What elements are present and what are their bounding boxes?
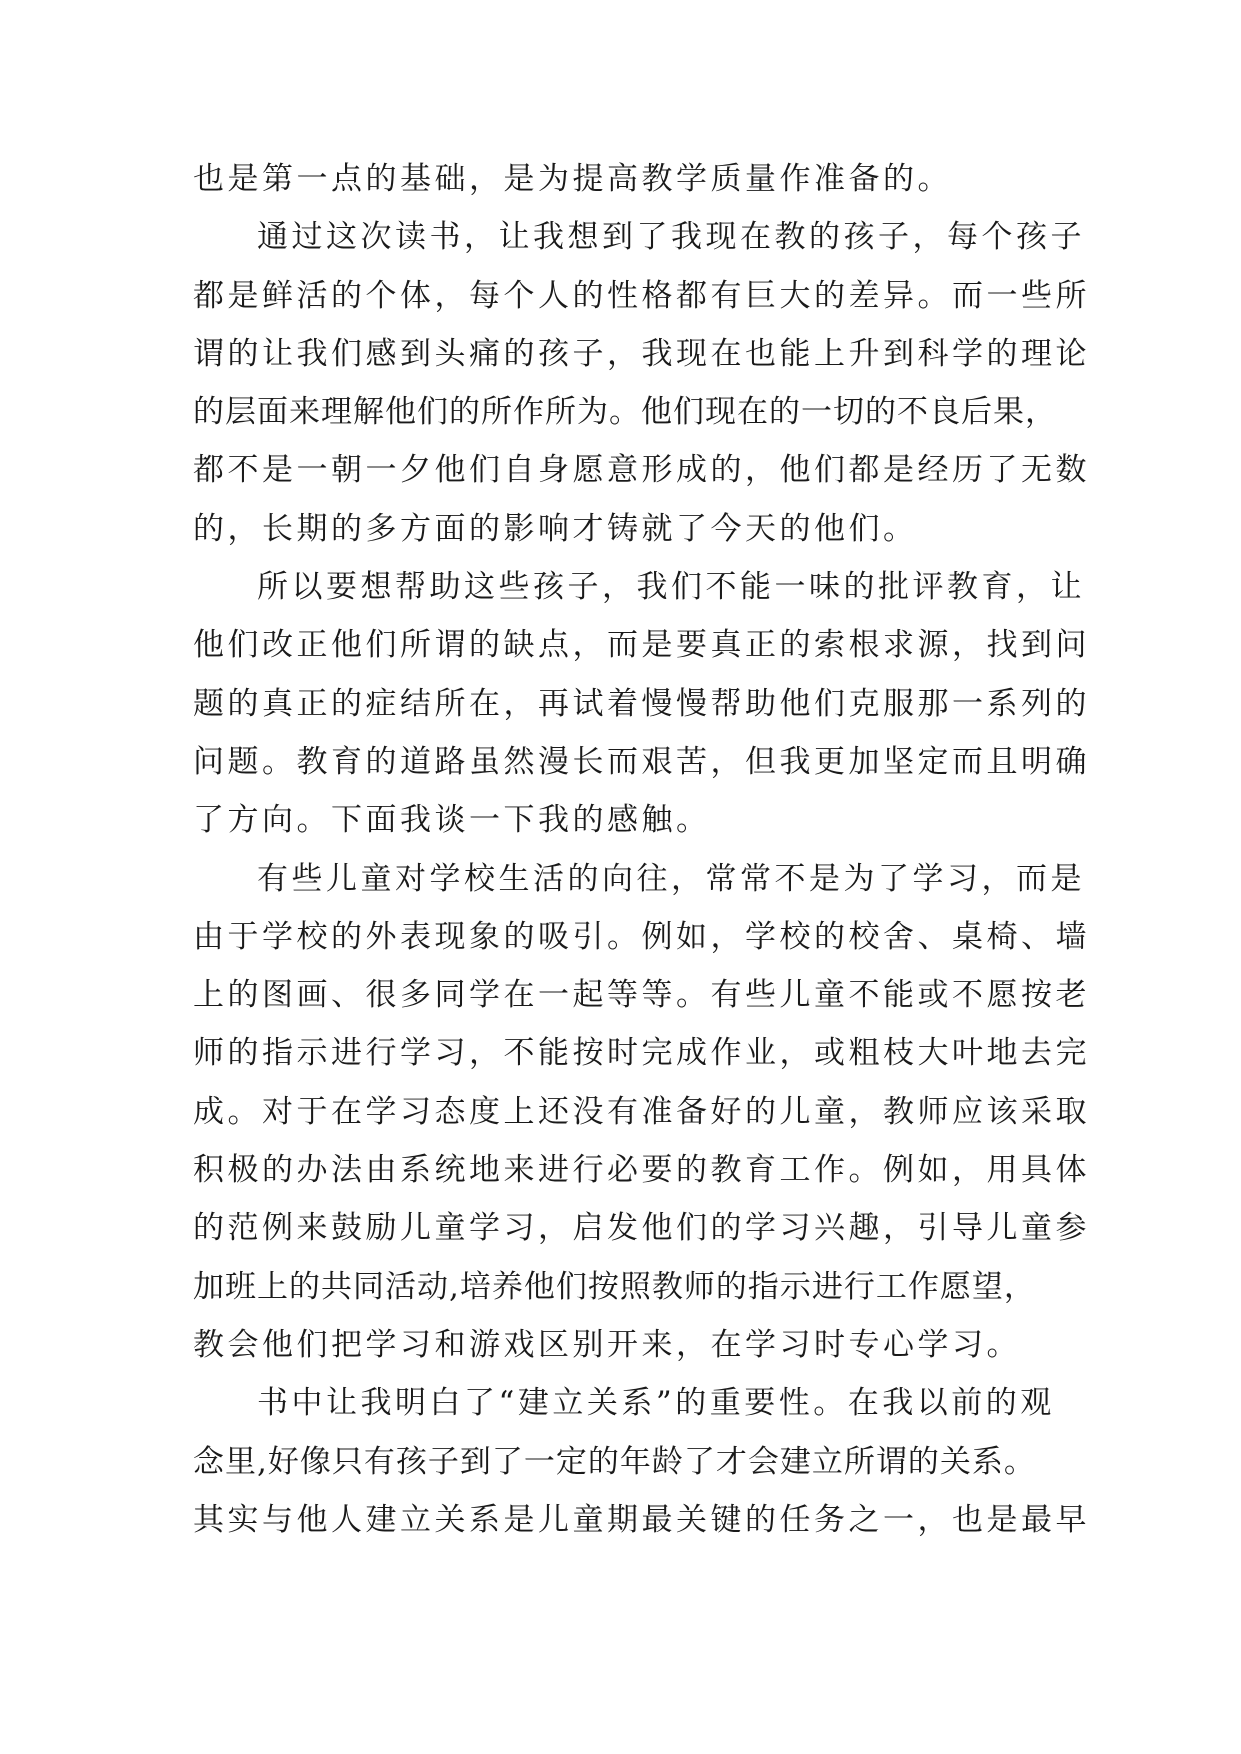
text-line: 都不是一朝一夕他们自身愿意形成的，他们都是经历了无数 [193, 452, 1090, 489]
text-line: 上的图画、很多同学在一起等等。有些儿童不能或不愿按老 [193, 977, 1090, 1014]
text-line: 师的指示进行学习，不能按时完成作业，或粗枝大叶地去完 [193, 1035, 1090, 1072]
text-line: 的，长期的多方面的影响才铸就了今天的他们。 [193, 510, 918, 547]
paragraph-first-line: 所以要想帮助这些孩子，我们不能一味的批评教育，让 [257, 569, 1085, 606]
document-body [193, 150, 1090, 1549]
text-line: 也是第一点的基础，是为提高教学质量作准备的。 [193, 161, 952, 197]
text-line: 的层面来理解他们的所作所为。他们现在的一切的不良后果， [193, 394, 1057, 431]
text-line: 了方向。下面我谈一下我的感触。 [193, 802, 711, 839]
text-line: 都是鲜活的个体，每个人的性格都有巨大的差异。而一些所 [193, 277, 1090, 314]
text-line: 题的真正的症结所在，再试着慢慢帮助他们克服那一系列的 [193, 685, 1090, 722]
text-line: 其实与他人建立关系是儿童期最关键的任务之一，也是最早 [193, 1501, 1090, 1538]
text-line: 他们改正他们所谓的缺点，而是要真正的索根求源，找到问 [193, 627, 1090, 664]
text-line: 成。对于在学习态度上还没有准备好的儿童，教师应该采取 [193, 1093, 1090, 1130]
paragraph-first-line: 书中让我明白了“建立关系”的重要性。在我以前的观 [257, 1385, 1055, 1422]
text-line: 由于学校的外表现象的吸引。例如，学校的校舍、桌椅、墙 [193, 918, 1090, 955]
text-line: 教会他们把学习和游戏区别开来，在学习时专心学习。 [193, 1326, 1021, 1363]
text-line: 念里,好像只有孩子到了一定的年龄了才会建立所谓的关系。 [193, 1443, 1036, 1480]
text-line: 问题。教育的道路虽然漫长而艰苦，但我更加坚定而且明确 [193, 743, 1090, 780]
paragraph-first-line: 通过这次读书，让我想到了我现在教的孩子，每个孩子 [257, 219, 1085, 256]
text-line: 的范例来鼓励儿童学习，启发他们的学习兴趣，引导儿童参 [193, 1210, 1090, 1247]
text-line: 积极的办法由系统地来进行必要的教育工作。例如，用具体 [193, 1152, 1090, 1189]
text-line: 谓的让我们感到头痛的孩子，我现在也能上升到科学的理论 [193, 335, 1090, 372]
paragraph-first-line: 有些儿童对学校生活的向往，常常不是为了学习，而是 [257, 860, 1085, 897]
text-line: 加班上的共同活动,培养他们按照教师的指示进行工作愿望， [193, 1268, 1036, 1305]
